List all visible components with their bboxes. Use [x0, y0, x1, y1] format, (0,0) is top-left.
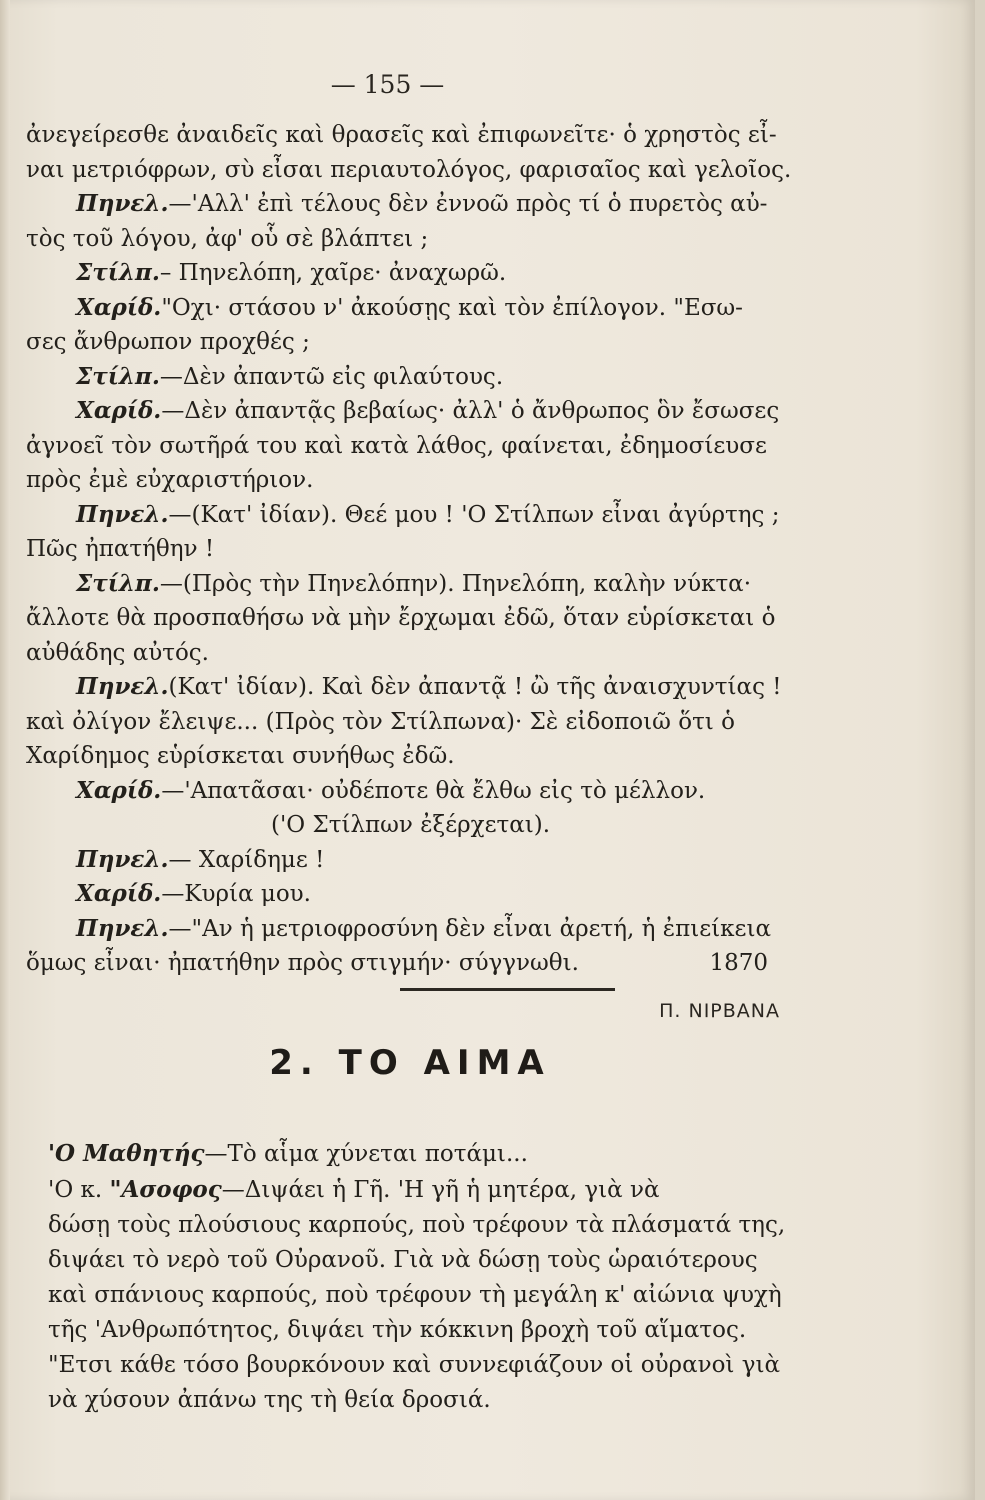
- text-line: [26, 360, 776, 395]
- speaker-name: Χαρίδ.: [76, 880, 162, 907]
- line-text: ἀνεγείρεσθε ἀναιδεῖς καὶ θρασεῖς καὶ ἐπιφωνεῖτε· ὁ χρηστὸς εἶ-: [26, 122, 777, 148]
- text-line: [26, 636, 776, 671]
- text-line: [48, 1348, 788, 1383]
- line-text: διψάει τὸ νερὸ τοῦ Οὐρανοῦ. Γιὰ νὰ δώσῃ τοὺς ὡραιότερους: [48, 1247, 758, 1273]
- text-line: [26, 946, 776, 981]
- line-text: νὰ χύσουν ἀπάνω της τὴ θεία δροσιά.: [48, 1387, 491, 1413]
- text-line: [48, 1313, 788, 1348]
- speaker-name: "Ασοφος: [109, 1176, 222, 1203]
- line-text: — Χαρίδημε !: [168, 846, 325, 873]
- text-line: [48, 1172, 788, 1208]
- line-text: —'Αλλ' ἐπὶ τέλους δὲν ἐννοῶ πρὸς τί ὁ πυρετὸς αὐ-: [168, 191, 768, 217]
- speaker-name: Στίλπ.: [76, 259, 160, 286]
- text-line: [26, 222, 776, 257]
- text-line: [26, 153, 792, 188]
- speaker-name: Πηνελ.: [76, 190, 169, 217]
- page-number: — 155 —: [330, 70, 445, 99]
- line-text: τῆς 'Ανθρωπότητος, διψάει τὴν κόκκινη βροχὴ τοῦ αἵματος.: [48, 1317, 747, 1343]
- text-line: [26, 843, 776, 878]
- section-text: [48, 1136, 788, 1418]
- line-text: ὅμως εἶναι· ἠπατήθην πρὸς στιγμήν· σύγγνωθι.: [26, 950, 579, 976]
- speaker-name: Πηνελ.: [76, 845, 169, 873]
- line-text: – Πηνελόπη, χαῖρε· ἀναχωρῶ.: [159, 260, 507, 286]
- speaker-name: Στίλπ.: [76, 362, 160, 390]
- line-text: "Οχι· στάσου ν' ἀκούσῃς καὶ τὸν ἐπίλογον. "Εσω-: [161, 294, 743, 321]
- text-line: [26, 291, 776, 326]
- text-line: [26, 877, 776, 912]
- year-label: 1870: [709, 950, 768, 976]
- page-spine: [0, 0, 10, 1500]
- line-text: —(Πρὸς τὴν Πηνελόπην). Πηνελόπη, καλὴν νύκτα·: [159, 570, 752, 597]
- text-line: [26, 256, 776, 291]
- line-text: τὸς τοῦ λόγου, ἀφ' οὗ σὲ βλάπτει ;: [26, 225, 429, 252]
- line-text: ἄλλοτε θὰ προσπαθήσω νὰ μὴν ἔρχωμαι ἐδῶ, ὅταν εὑρίσκεται ὁ: [26, 605, 776, 631]
- line-text: καὶ σπάνιους καρπούς, ποὺ τρέφουν τὴ μεγάλη κ' αἰώνια ψυχὴ: [48, 1282, 782, 1308]
- text-line: [26, 532, 776, 567]
- line-text: σες ἄνθρωπον προχθές ;: [26, 329, 310, 355]
- text-line: [26, 429, 776, 464]
- line-text: ἀγνοεῖ τὸν σωτῆρά του καὶ κατὰ λάθος, φαίνεται, ἐδημοσίευσε: [26, 432, 767, 459]
- speaker-name: Πηνελ.: [76, 500, 169, 528]
- text-line: [26, 601, 776, 636]
- text-line: [26, 187, 776, 222]
- line-text: —Τὸ αἷμα χύνεται ποτάμι...: [204, 1141, 528, 1167]
- speaker-name: Χαρίδ.: [76, 397, 162, 424]
- line-text: Πῶς ἠπατήθην !: [26, 536, 215, 562]
- text-line: [26, 739, 776, 774]
- text-line: [26, 325, 776, 360]
- line-text: —'Απατᾶσαι· οὐδέποτε θὰ ἔλθω εἰς τὸ μέλλον.: [161, 777, 706, 804]
- text-line: [48, 1278, 788, 1313]
- line-text: Χαρίδημος εὑρίσκεται συνήθως ἐδῶ.: [26, 743, 455, 769]
- text-line: [26, 498, 780, 533]
- text-line: [26, 912, 776, 947]
- line-text: αὐθάδης αὐτός.: [26, 639, 209, 666]
- line-text: (Κατ' ἰδίαν). Καὶ δὲν ἀπαντᾷ ! ὢ τῆς ἀναισχυντίας !: [168, 674, 782, 700]
- text-line: [48, 1383, 788, 1418]
- text-line: [48, 1208, 788, 1243]
- line-text: —"Αν ἡ μετριοφροσύνη δὲν εἶναι ἀρετή, ἡ ἐπιείκεια: [168, 915, 772, 942]
- line-text: δώσῃ τοὺς πλούσιους καρπούς, ποὺ τρέφουν τὰ πλάσματά της,: [48, 1212, 786, 1238]
- line-text: —Κυρία μου.: [161, 881, 311, 907]
- text-line: [26, 567, 776, 602]
- author-signature: Π. ΝΙΡΒΑΝΑ: [659, 1000, 780, 1022]
- speaker-name: Πηνελ.: [76, 673, 169, 700]
- text-line: [26, 670, 782, 705]
- line-text: ναι μετριόφρων, σὺ εἶσαι περιαυτολόγος, φαρισαῖος καὶ γελοῖος.: [26, 156, 792, 183]
- speaker-name: Πηνελ.: [76, 914, 169, 942]
- text-line: [26, 463, 776, 498]
- line-text: πρὸς ἐμὲ εὐχαριστήριον.: [26, 467, 314, 493]
- text-line: [26, 394, 780, 429]
- line-text: —Διψάει ἡ Γῆ. 'Η γῆ ἡ μητέρα, γιὰ νὰ: [221, 1177, 660, 1203]
- text-line: [48, 1243, 788, 1278]
- text-line: [26, 774, 776, 809]
- text-line: [48, 1136, 788, 1172]
- dialogue-text: [26, 118, 792, 981]
- line-text: —Δὲν ἀπαντᾷς βεβαίως· ἀλλ' ὁ ἄνθρωπος ὃν ἔσωσες: [161, 398, 780, 424]
- speaker-name: 'Ο Μαθητής: [48, 1140, 205, 1167]
- section-title: 2. ΤΟ ΑΙΜΑ: [269, 1043, 551, 1083]
- line-text: ('Ο Στίλπων ἐξέρχεται).: [271, 812, 551, 838]
- speaker-name: Χαρίδ.: [76, 776, 162, 804]
- line-text: "Ετσι κάθε τόσο βουρκόνουν καὶ συννεφιάζουν οἱ οὐρανοὶ γιὰ: [48, 1352, 781, 1378]
- speaker-prefix: 'Ο κ.: [48, 1177, 110, 1203]
- text-line: [26, 118, 776, 153]
- section-divider: [400, 988, 615, 991]
- speaker-name: Στίλπ.: [76, 569, 160, 597]
- speaker-name: Χαρίδ.: [76, 293, 162, 321]
- text-line: [26, 808, 776, 843]
- line-text: καὶ ὀλίγον ἔλειψε... (Πρὸς τὸν Στίλπωνα)· Σὲ εἰδοποιῶ ὅτι ὁ: [26, 708, 735, 735]
- line-text: —(Κατ' ἰδίαν). Θεέ μου ! 'Ο Στίλπων εἶναι ἀγύρτης ;: [168, 501, 780, 528]
- line-text: —Δὲν ἀπαντῶ εἰς φιλαύτους.: [159, 363, 504, 390]
- text-line: [26, 705, 776, 740]
